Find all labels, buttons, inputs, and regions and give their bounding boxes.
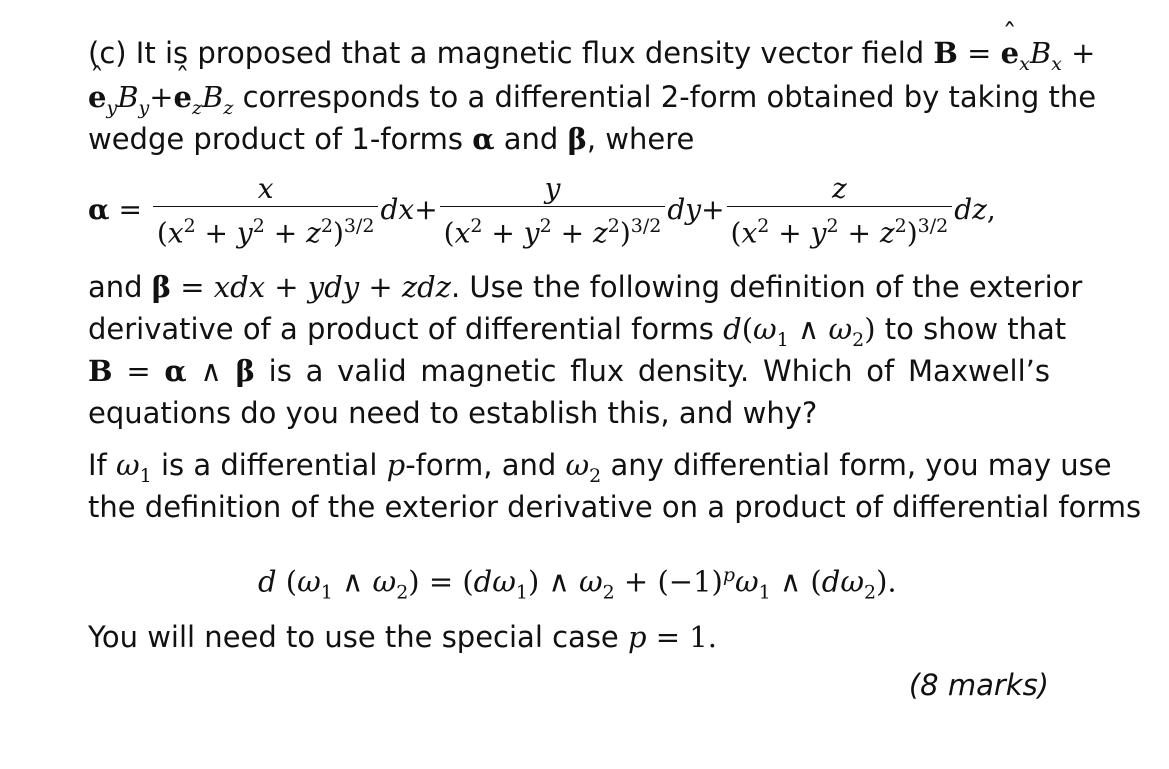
alpha-equation: α = $\frac{x}{(x^2 + y^2 + z^2)^{3/2}}$ dx+ $\frac{y}{(x^2 + y^2 + z^2)^{3/2}}$ dy+ $\frac{z}{(x^2 + y^2 + z^2)^{3/2}}$ dz, bbox=[88, 172, 996, 250]
B-symbol: B bbox=[933, 36, 958, 70]
part-label: (c) bbox=[88, 36, 127, 70]
line-derivative: derivative of a product of differential forms $d(\omega_1$ ∧ $\omega_2$) to show that bbox=[88, 312, 1067, 351]
line2-text: corresponds to a differential 2-form obtained by taking the bbox=[242, 80, 1097, 114]
ey-By-ez-Bz: ˆ $e_yB_y+ˆ$ $e_zB_z$ bbox=[88, 80, 233, 114]
ex-Bx: ˆ $e_xB_x$ + bbox=[1001, 36, 1096, 70]
line-equations: equations do you need to establish this, and why? bbox=[88, 396, 818, 430]
product-rule-equation: d ($\omega_1$ ∧ $\omega_2) = (d\omega_1)$ ∧ $\omega_2 + (-1)^p\omega_1$ ∧ $(d\omega_2)$. bbox=[258, 564, 897, 604]
intro-text: It is proposed that a magnetic flux density vector field bbox=[135, 36, 925, 70]
beta-symbol: β bbox=[567, 122, 587, 156]
marks-label: (8 marks) bbox=[908, 668, 1049, 702]
alpha-symbol: α bbox=[472, 122, 495, 156]
line-if: If $\omega_1$ is a differential p-form, and $\omega_2$ any differential form, you may use bbox=[88, 448, 1112, 487]
fraction-x: $\frac{x}{(x^2 + y^2 + z^2)^{3/2}}$ bbox=[153, 172, 379, 250]
line-beta: and β = xdx + ydy + zdz. Use the following definition of the exterior bbox=[88, 270, 1083, 304]
line-1: (c) It is proposed that a magnetic flux density vector field B = ˆ $e_xB_x$ + bbox=[88, 32, 1050, 85]
fraction-y: $\frac{y}{(x^2 + y^2 + z^2)^{3/2}}$ bbox=[440, 172, 666, 250]
line-definition: the definition of the exterior derivative on a product of differential forms bbox=[88, 490, 1142, 524]
line-3: wedge product of 1-forms α and β, where bbox=[88, 122, 695, 156]
fraction-z: $\frac{z}{(x^2 + y^2 + z^2)^{3/2}}$ bbox=[727, 172, 953, 250]
line-special-case: You will need to use the special case p = 1. bbox=[88, 620, 717, 654]
line-valid: B = α ∧ β is a valid magnetic flux density. Which of Maxwell’s bbox=[88, 354, 1050, 388]
